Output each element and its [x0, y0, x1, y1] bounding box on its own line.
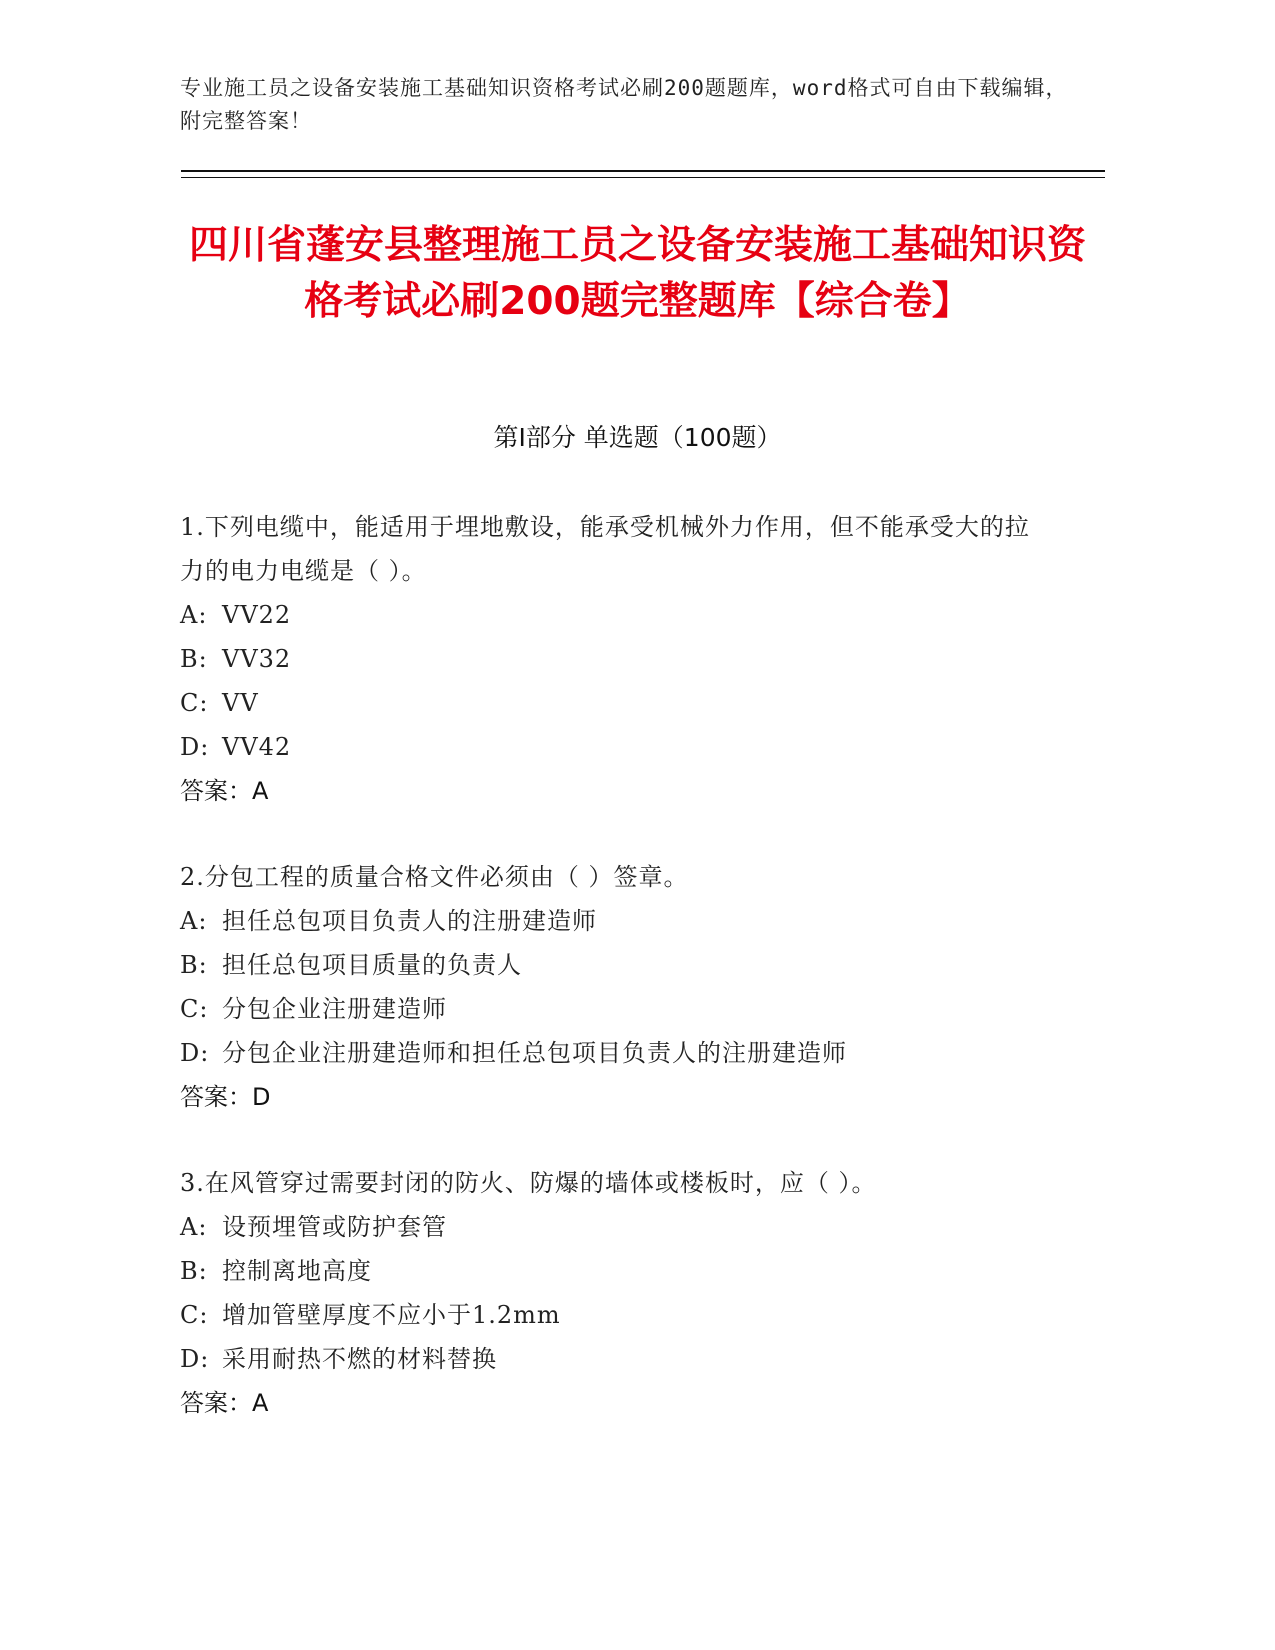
option-d	[180, 1031, 1080, 1075]
option-text: 分包企业注册建造师和担任总包项目负责人的注册建造师	[222, 1039, 847, 1067]
option-text: 设预埋管或防护套管	[222, 1213, 447, 1241]
option-letter: C:	[180, 995, 209, 1023]
question-list	[180, 505, 1080, 1467]
option-letter: D:	[180, 733, 210, 761]
answer-line: 答案：D	[180, 1083, 271, 1111]
option-letter: A:	[180, 907, 208, 935]
option-text: VV22	[222, 601, 292, 629]
option-letter: D:	[180, 1039, 210, 1067]
option-letter: C:	[180, 1301, 209, 1329]
option-d	[180, 1337, 1080, 1381]
option-text: 分包企业注册建造师	[222, 995, 447, 1023]
option-letter: B:	[180, 1257, 208, 1285]
option-c	[180, 987, 1080, 1031]
option-letter: A:	[180, 1213, 208, 1241]
option-letter: A:	[180, 601, 208, 629]
option-text: VV32	[222, 645, 292, 673]
header-note: 专业施工员之设备安装施工基础知识资格考试必刷200题题库，word格式可自由下载编辑，附完整答案！	[180, 76, 1068, 133]
question-stem: 2.分包工程的质量合格文件必须由（ ）签章。	[180, 863, 689, 891]
option-text: 采用耐热不燃的材料替换	[222, 1345, 497, 1373]
option-a	[180, 593, 1080, 637]
option-text: 担任总包项目质量的负责人	[222, 951, 522, 979]
option-text: 增加管壁厚度不应小于1.2mm	[222, 1301, 561, 1329]
option-b	[180, 1249, 1080, 1293]
answer-line: 答案：A	[180, 777, 269, 805]
document-title: 四川省蓬安县整理施工员之设备安装施工基础知识资格考试必刷200题完整题库【综合卷】	[188, 223, 1086, 324]
question-stem: 1.下列电缆中，能适用于埋地敷设，能承受机械外力作用，但不能承受大的拉力的电力电缆是（ ）。	[180, 513, 1030, 585]
option-b	[180, 943, 1080, 987]
option-c	[180, 681, 1080, 725]
option-letter: B:	[180, 951, 208, 979]
option-text: 担任总包项目负责人的注册建造师	[222, 907, 597, 935]
section-title: 第I部分 单选题（100题）	[493, 423, 782, 452]
option-letter: B:	[180, 645, 208, 673]
option-a	[180, 1205, 1080, 1249]
option-text: 控制离地高度	[222, 1257, 372, 1285]
option-letter: D:	[180, 1345, 210, 1373]
question-2	[180, 855, 1080, 1119]
option-letter: C:	[180, 689, 209, 717]
option-text: VV	[222, 689, 259, 717]
question-1	[180, 505, 1080, 813]
option-a	[180, 899, 1080, 943]
question-stem: 3.在风管穿过需要封闭的防火、防爆的墙体或楼板时，应（ ）。	[180, 1169, 877, 1197]
option-d	[180, 725, 1080, 769]
header-divider-thick	[181, 170, 1105, 172]
option-text: VV42	[222, 733, 292, 761]
option-c	[180, 1293, 1080, 1337]
option-b	[180, 637, 1080, 681]
question-3	[180, 1161, 1080, 1425]
answer-line: 答案：A	[180, 1389, 269, 1417]
header-divider-thin	[181, 177, 1105, 178]
